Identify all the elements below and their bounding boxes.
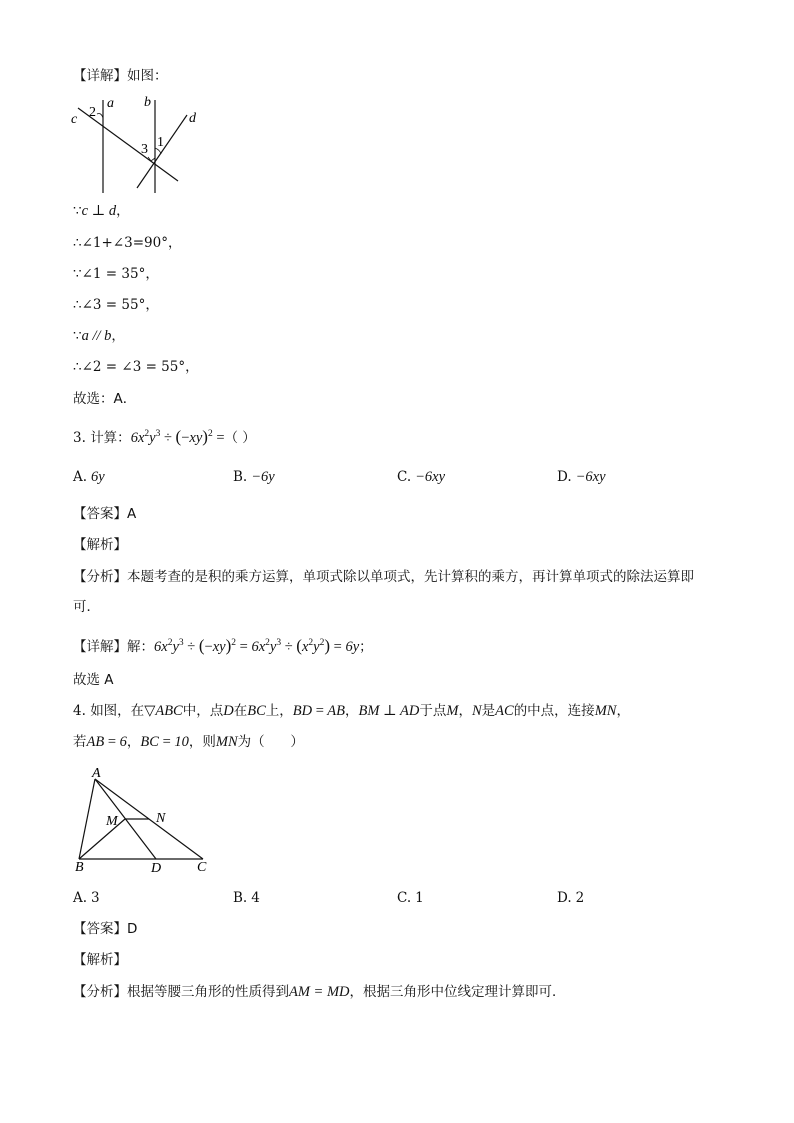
step-5: ∵a // b， (73, 328, 125, 344)
q3-detail: 【详解】解：$6x^2y^3 \div (-xy)^2 = 6x^2y^3 \div (x^2y^2) = 6y$； (73, 636, 373, 655)
label-D: D (151, 861, 162, 876)
q4-option-c: C. 1 (397, 890, 424, 906)
detail-text: 如图： (127, 68, 168, 84)
q3-option-c: C. −6xy (397, 469, 446, 485)
parallel-lines-figure (66, 92, 216, 196)
step-3: ∵∠1 = 35°， (73, 266, 159, 282)
q4-jiexi: 【解析】 (73, 952, 127, 968)
label-B: B (75, 860, 84, 875)
q3-detail-expression: $6x^2y^3 \div (-xy)^2 = 6x^2y^3 \div (x^2y^2) = 6y$ (154, 636, 360, 655)
label-angle-1: 1 (157, 135, 164, 150)
part1-conclusion: 故选：A． (73, 391, 137, 407)
q3-analysis-line1: 【分析】本题考查的是积的乘方运算，单项式除以单项式，先计算积的乘方，再计算单项式的除法运算即 (73, 569, 694, 585)
q3-option-b: B. −6y (233, 469, 275, 485)
step-6: ∴∠2 = ∠3 = 55°， (73, 359, 199, 375)
label-C: C (197, 860, 207, 875)
label-angle-3: 3 (141, 142, 148, 157)
label-A: A (92, 766, 101, 781)
label-M: M (106, 814, 118, 829)
q3-prefix: 计算： (90, 430, 131, 446)
label-b: b (144, 95, 151, 110)
q3-paren: （ ） (224, 430, 256, 446)
q4-option-a: A. 3 (73, 890, 100, 906)
label-c: c (71, 112, 78, 127)
triangle-figure (70, 764, 220, 876)
q4-option-b: B. 4 (233, 890, 260, 906)
q4-answer: 【答案】D (73, 921, 138, 937)
q4-analysis: 【分析】根据等腰三角形的性质得到AM = MD，根据三角形中位线定理计算即可． (73, 984, 566, 1000)
q3-stem (73, 424, 256, 448)
detail-tag: 【详解】 (73, 68, 127, 84)
label-N: N (156, 811, 166, 826)
step-4: ∴∠3 = 55°， (73, 297, 159, 313)
q4-stem-line2: 若AB = 6，BC = 10，则MN为（ ） (73, 734, 304, 750)
q4-option-d: D. 2 (557, 890, 585, 906)
q4-stem-line1: 4. 如图，在▽ABC中，点D在BC上，BD = AB，BM ⊥ AD于点M，N是AC的中点，连接MN， (73, 703, 630, 719)
q3-option-d: D. −6xy (557, 469, 606, 485)
label-d: d (189, 111, 196, 126)
detail-heading (73, 66, 168, 86)
q3-answer: 【答案】A (73, 506, 137, 522)
q3-conclusion: 故选 A (73, 672, 114, 688)
q3-jiexi: 【解析】 (73, 537, 127, 553)
angle-arc-2 (97, 114, 103, 119)
step-1: ∵c ⊥ d， (73, 203, 130, 219)
q3-analysis-line2: 可． (73, 599, 100, 615)
q3-number: 3. (73, 430, 86, 446)
label-a: a (107, 96, 114, 111)
q3-option-a: A. 6y (73, 469, 105, 485)
step-2: ∴∠1+∠3=90°， (73, 235, 182, 251)
label-angle-2: 2 (89, 105, 96, 120)
q3-expression: $6x^2y^3 \div (-xy)^2$ = (130, 427, 225, 446)
